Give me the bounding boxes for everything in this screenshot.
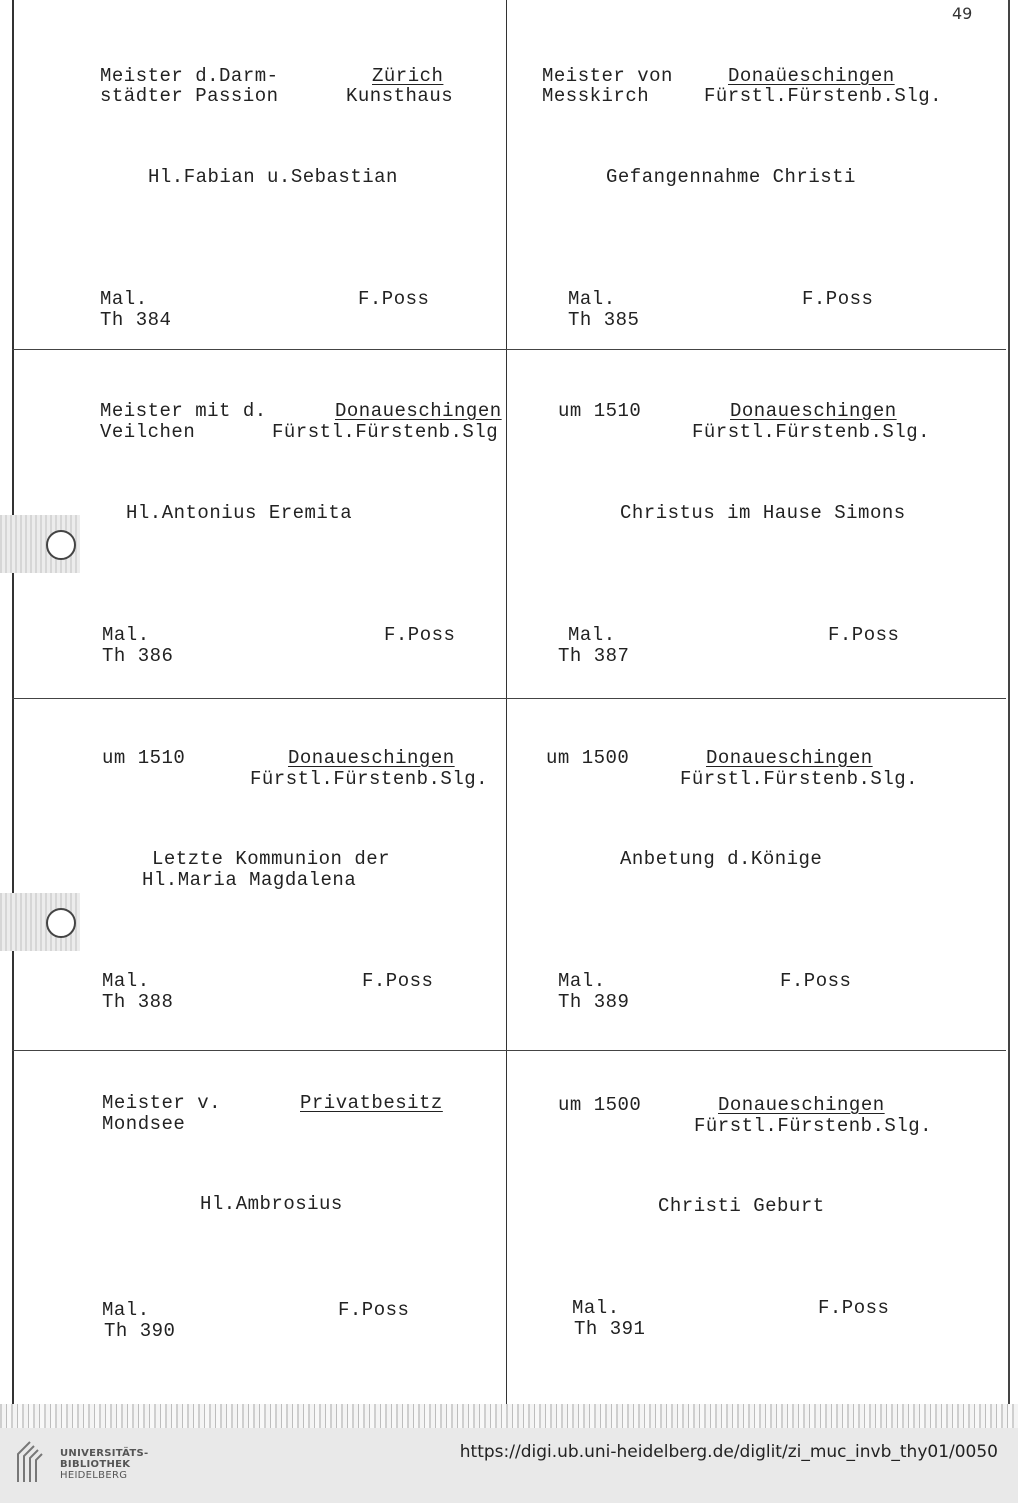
card-photographer: F.Poss	[780, 970, 852, 992]
card-location: Privatbesitz	[300, 1092, 443, 1114]
source-url-link[interactable]: https://digi.ub.uni-heidelberg.de/diglit/zi_muc_invb_thy01/0050	[459, 1442, 998, 1462]
card-medium: Mal.	[100, 288, 148, 310]
card-title: Christi Geburt	[658, 1195, 825, 1217]
card-title: Hl.Antonius Eremita	[126, 502, 353, 524]
card-artist-line: um 1500	[558, 1094, 642, 1116]
card-title: Letzte Kommunion der	[152, 848, 391, 870]
card-medium: Mal.	[568, 624, 616, 646]
card-photographer: F.Poss	[358, 288, 430, 310]
row-divider	[12, 1050, 1006, 1051]
card-medium: Mal.	[102, 624, 150, 646]
card-inventory: Th 389	[558, 991, 630, 1013]
card-collection: Fürstl.Fürstenb.Slg.	[704, 85, 943, 107]
card-medium: Mal.	[102, 1299, 150, 1321]
card-artist-line: um 1510	[102, 747, 186, 769]
card-photographer: F.Poss	[384, 624, 456, 646]
card-medium: Mal.	[102, 970, 150, 992]
card-collection: Fürstl.Fürstenb.Slg.	[680, 768, 919, 790]
card-photographer: F.Poss	[338, 1299, 410, 1321]
card-location: Donaueschingen	[706, 747, 873, 769]
card-artist-line: um 1500	[546, 747, 630, 769]
card-medium: Mal.	[572, 1297, 620, 1319]
card-photographer: F.Poss	[802, 288, 874, 310]
card-location: Donaueschingen	[288, 747, 455, 769]
card-inventory: Th 385	[568, 309, 640, 331]
card-location: Donaüeschingen	[728, 65, 895, 87]
card-collection: Fürstl.Fürstenb.Slg	[272, 421, 499, 443]
card-title: Gefangennahme Christi	[606, 166, 856, 188]
page-number: 49	[952, 4, 973, 23]
card-artist-line: Meister v.	[102, 1092, 222, 1114]
card-inventory: Th 384	[100, 309, 172, 331]
card-inventory: Th 391	[574, 1318, 646, 1340]
card-medium: Mal.	[568, 288, 616, 310]
card-photographer: F.Poss	[828, 624, 900, 646]
column-divider	[506, 0, 507, 1404]
card-collection: Kunsthaus	[346, 85, 454, 107]
punch-hole	[46, 908, 76, 938]
punch-hole	[46, 530, 76, 560]
card-artist-line: Messkirch	[542, 85, 650, 107]
card-inventory: Th 386	[102, 645, 174, 667]
card-artist-line: Meister d.Darm-	[100, 65, 279, 87]
card-artist-line: um 1510	[558, 400, 642, 422]
card-inventory: Th 388	[102, 991, 174, 1013]
card-collection: Fürstl.Fürstenb.Slg.	[694, 1115, 933, 1137]
card-artist-line: Meister von	[542, 65, 673, 87]
card-photographer: F.Poss	[818, 1297, 890, 1319]
card-inventory: Th 387	[558, 645, 630, 667]
card-artist-line: Meister mit d.	[100, 400, 267, 422]
scan-edge-strip	[0, 1404, 1018, 1428]
card-artist-line: Veilchen	[100, 421, 196, 443]
card-location: Zürich	[372, 65, 444, 87]
footer-bar	[0, 1428, 1018, 1503]
card-inventory: Th 390	[104, 1320, 176, 1342]
card-title: Hl.Fabian u.Sebastian	[148, 166, 398, 188]
card-artist-line: städter Passion	[100, 85, 279, 107]
card-medium: Mal.	[558, 970, 606, 992]
row-divider	[12, 698, 1006, 699]
card-collection: Fürstl.Fürstenb.Slg.	[250, 768, 489, 790]
library-name-line: BIBLIOTHEK	[60, 1459, 131, 1470]
library-name-line: HEIDELBERG	[60, 1470, 128, 1481]
row-divider	[12, 349, 1006, 350]
library-name	[60, 1448, 149, 1481]
card-title: Hl.Maria Magdalena	[142, 869, 357, 891]
library-name-line: UNIVERSITÄTS-	[60, 1448, 149, 1459]
card-location: Donaueschingen	[730, 400, 897, 422]
catalog-sheet	[12, 0, 1010, 1407]
card-location: Donaueschingen	[718, 1094, 885, 1116]
card-photographer: F.Poss	[362, 970, 434, 992]
card-artist-line: Mondsee	[102, 1113, 186, 1135]
card-location: Donaueschingen	[335, 400, 502, 422]
card-title: Anbetung d.Könige	[620, 848, 823, 870]
card-title: Hl.Ambrosius	[200, 1193, 343, 1215]
library-logo-icon	[14, 1438, 54, 1486]
card-collection: Fürstl.Fürstenb.Slg.	[692, 421, 931, 443]
card-title: Christus im Hause Simons	[620, 502, 906, 524]
